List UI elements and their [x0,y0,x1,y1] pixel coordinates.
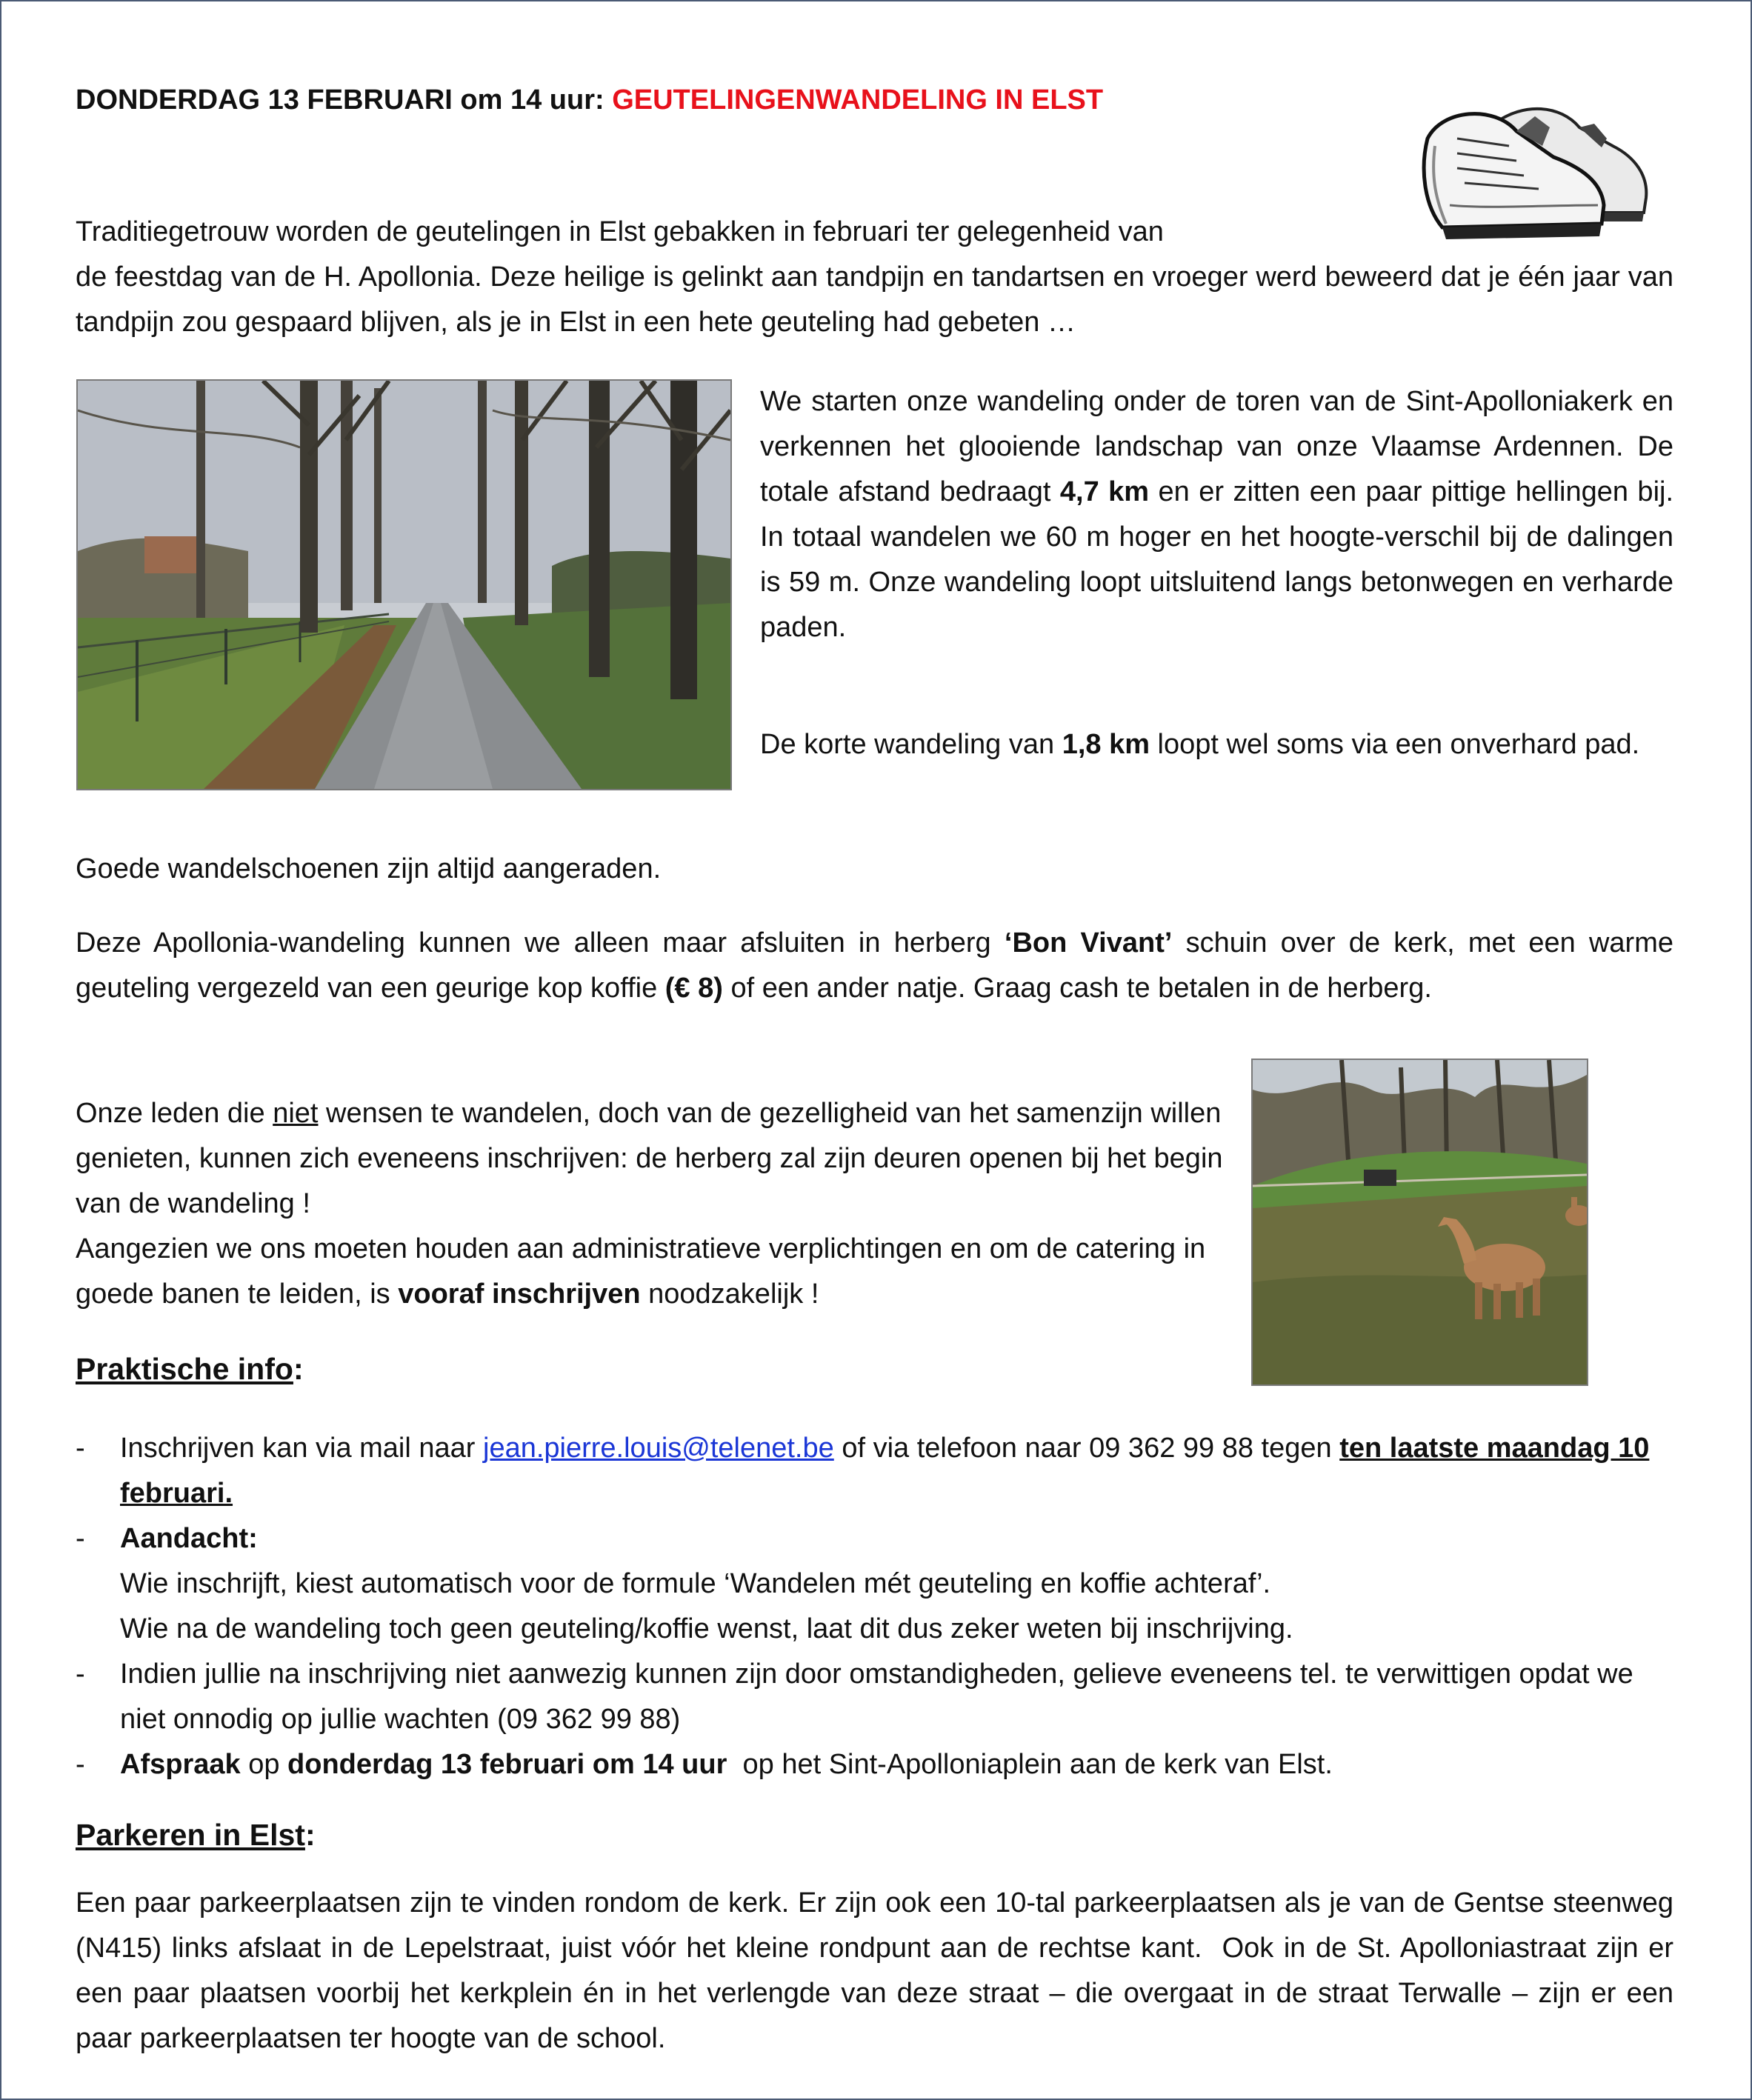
email-link[interactable]: jean.pierre.louis@telenet.be [483,1433,834,1464]
event-title: GEUTELINGENWANDELING IN ELST [612,84,1104,116]
dash-bullet: - [76,1433,85,1464]
long-distance: 4,7 km [1059,476,1150,507]
list-item-attention [76,1516,1673,1652]
registration-text-a: Inschrijven kan via mail naar [120,1433,483,1464]
attention-line-2: Wie na de wandeling toch geen geuteling/koffie wenst, laat dit dus zeker weten bij inschrijving. [120,1613,1293,1644]
dash-bullet: - [76,1523,85,1554]
short-walk-text-a: De korte wandeling van [760,729,1062,760]
closing-text-c: of een ander natje. Graag cash te betalen in de herberg. [722,973,1432,1004]
intro-line-1: Traditiegetrouw worden de geutelingen in Elst gebakken in februari ter gelegenheid van [76,216,1164,247]
members-text-c: Aangezien we ons moeten houden aan administratieve verplichtingen en om de catering in goede banen te leiden, is [76,1233,1206,1310]
practical-info-heading [76,1347,304,1391]
members-paragraph [76,1091,1231,1317]
walk-paragraph [760,379,1673,650]
parking-heading-colon: : [304,1818,316,1852]
short-walk-text-b: loopt wel soms via een onverhard pad. [1150,729,1640,760]
registration-required: vooraf inschrijven [398,1279,641,1310]
closing-paragraph [76,921,1673,1011]
alpaca-photo [1251,1059,1588,1386]
walk-text-a: We starten onze wandeling onder de toren van de Sint-Apolloniakerk en verkennen het glooiende landschap van onze Vlaamse Ardennen. De totale afstand bedraagt [760,386,1673,507]
list-item-absence [76,1652,1673,1742]
short-distance: 1,8 km [1062,729,1150,760]
parking-paragraph: Een paar parkeerplaatsen zijn te vinden rondom de kerk. Er zijn ook een 10-tal parkeerplaatsen als je van de Gentse steenweg (N415) links afslaat in de Lepelstraat, juist vóór het kleine rondpunt aan de rechtse kant. Ook in de St. Apolloniastraat zijn er een paar plaatsen voorbij het kerkplein én in het verlengde van deze straat – die overgaat in de straat Terwalle – zijn er een paar parkeerplaatsen ter hoogte van de school. [76,1887,1682,2054]
registration-deadline: ten laatste maandag 10 februari. [120,1433,1650,1509]
parking-heading-text: Parkeren in Elst [76,1818,305,1852]
meeting-label: Afspraak [120,1749,241,1780]
shoes-advice: Goede wandelschoenen zijn altijd aangeraden. [76,853,662,884]
intro-paragraph: de feestdag van de H. Apollonia. Deze heilige is gelinkt aan tandpijn en tandartsen en vroeger werd beweerd dat je één jaar van tandpijn zou gespaard blijven, als je in Elst in een hete geuteling had gebeten … [76,261,1673,338]
niet-emphasis: niet [273,1098,319,1129]
members-text-b: wensen te wandelen, doch van de gezelligheid van het samenzijn willen genieten, kunnen zich eveneens inschrijven: de herberg zal zijn deuren openen bij het begin van de wandeling ! [76,1098,1223,1219]
practical-heading-colon: : [293,1352,304,1386]
registration-text-b: of via telefoon naar 09 362 99 88 tegen [833,1433,1340,1464]
walk-text-b: en er zitten een paar pittige hellingen bij. In totaal wandelen we 60 m hoger en het hoogte-verschil bij de dalingen is 59 m. Onze wandeling loopt uitsluitend langs betonwegen en verharde paden. [760,476,1674,643]
event-header [76,78,1103,123]
dash-bullet: - [76,1659,85,1690]
price: (€ 8) [665,973,723,1004]
closing-text-a: Deze Apollonia-wandeling kunnen we alleen maar afsluiten in herberg [76,927,1005,959]
meeting-text-a: op [240,1749,288,1780]
parking-heading [76,1813,316,1857]
venue-name: ‘Bon Vivant’ [1004,927,1173,959]
meeting-datetime: donderdag 13 februari om 14 uur [287,1749,727,1780]
list-item-registration [76,1426,1673,1516]
dash-bullet: - [76,1749,85,1780]
absence-text: Indien jullie na inschrijving niet aanwezig kunnen zijn door omstandigheden, gelieve eveneens tel. te verwittigen opdat we niet onnodig op jullie wachten (09 362 99 88) [120,1659,1633,1735]
attention-title: Aandacht: [120,1523,258,1554]
walking-shoes-illustration [1413,94,1650,242]
list-item-meeting [76,1742,1673,1787]
practical-info-list [76,1426,1673,1787]
attention-line-1: Wie inschrijft, kiest automatisch voor de formule ‘Wandelen mét geuteling en koffie achteraf’. [120,1568,1271,1599]
members-text-a: Onze leden die [76,1098,273,1129]
practical-heading-text: Praktische info [76,1352,293,1386]
members-text-d: noodzakelijk ! [640,1279,819,1310]
meeting-location: op het Sint-Apolloniaplein aan de kerk van Elst. [727,1749,1333,1780]
event-date: DONDERDAG 13 FEBRUARI om 14 uur: [76,84,604,116]
lane-photo [76,379,732,790]
closing-text-b: schuin over de kerk, met een warme geuteling vergezeld van een geurige kop koffie [76,927,1673,1004]
short-walk-paragraph [760,722,1673,767]
